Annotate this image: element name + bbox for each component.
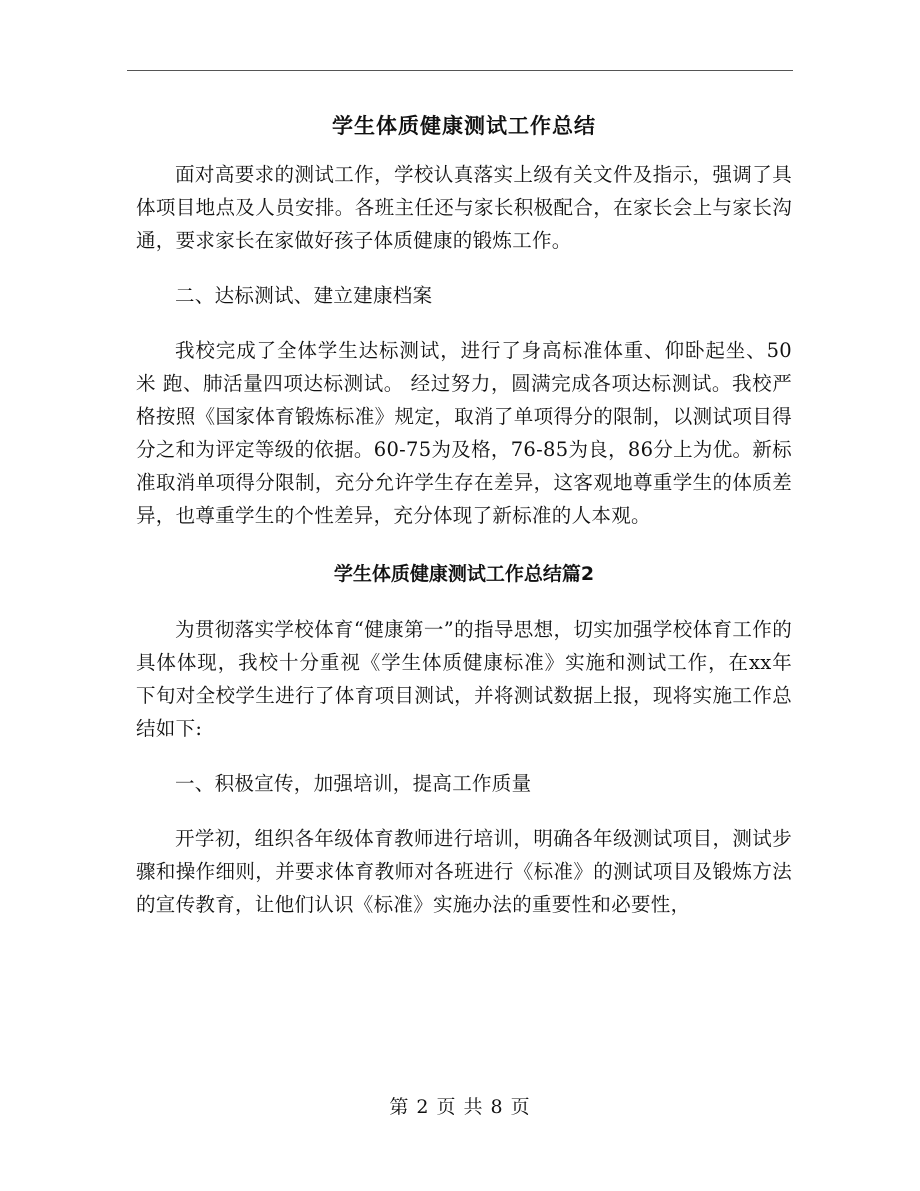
paragraph-intro: 面对高要求的测试工作，学校认真落实上级有关文件及指示，强调了具体项目地点及人员安排。各班主任还与家长积极配合，在家长会上与家长沟通，要求家长在家做好孩子体质健康的锻炼工作。 <box>136 163 792 252</box>
section-heading-publicity: 一、积极宣传，加强培训，提高工作质量 <box>175 772 532 795</box>
document-title: 学生体质健康测试工作总结 <box>332 114 596 138</box>
paragraph-part2-intro: 为贯彻落实学校体育“健康第一”的指导思想，切实加强学校体育工作的具体体现，我校十分重视《学生体质健康标准》实施和测试工作，在xx年下旬对全校学生进行了体育项目测试，并将测试数据上报，现将实施工作总结如下: <box>136 618 792 740</box>
document-body <box>136 108 792 921</box>
paragraph-standard-test: 我校完成了全体学生达标测试，进行了身高标准体重、仰卧起坐、50米 跑、肺活量四项达标测试。 经过努力，圆满完成各项达标测试。我校严格按照《国家体育锻炼标准》规定，取消了单项得分的限制，以测试项目得分之和为评定等级的依据。60-75为及格，76-85为良，86分上为优。新标准取消单项得分限制，充分允许学生存在差异，这客观地尊重学生的体质差异，也尊重学生的个性差异，充分体现了新标准的人本观。 <box>136 339 792 527</box>
page-indicator: 第 2 页 共 8 页 <box>389 1096 531 1118</box>
section-heading-standard-test: 二、达标测试、建立建康档案 <box>175 284 433 307</box>
paragraph-training: 开学初，组织各年级体育教师进行培训，明确各年级测试项目，测试步骤和操作细则，并要求体育教师对各班进行《标准》的测试项目及锻炼方法的宣传教育，让他们认识《标准》实施办法的重要性和必要性， <box>136 827 792 916</box>
section-title-part2: 学生体质健康测试工作总结篇2 <box>333 563 595 585</box>
header-rule <box>127 70 793 71</box>
